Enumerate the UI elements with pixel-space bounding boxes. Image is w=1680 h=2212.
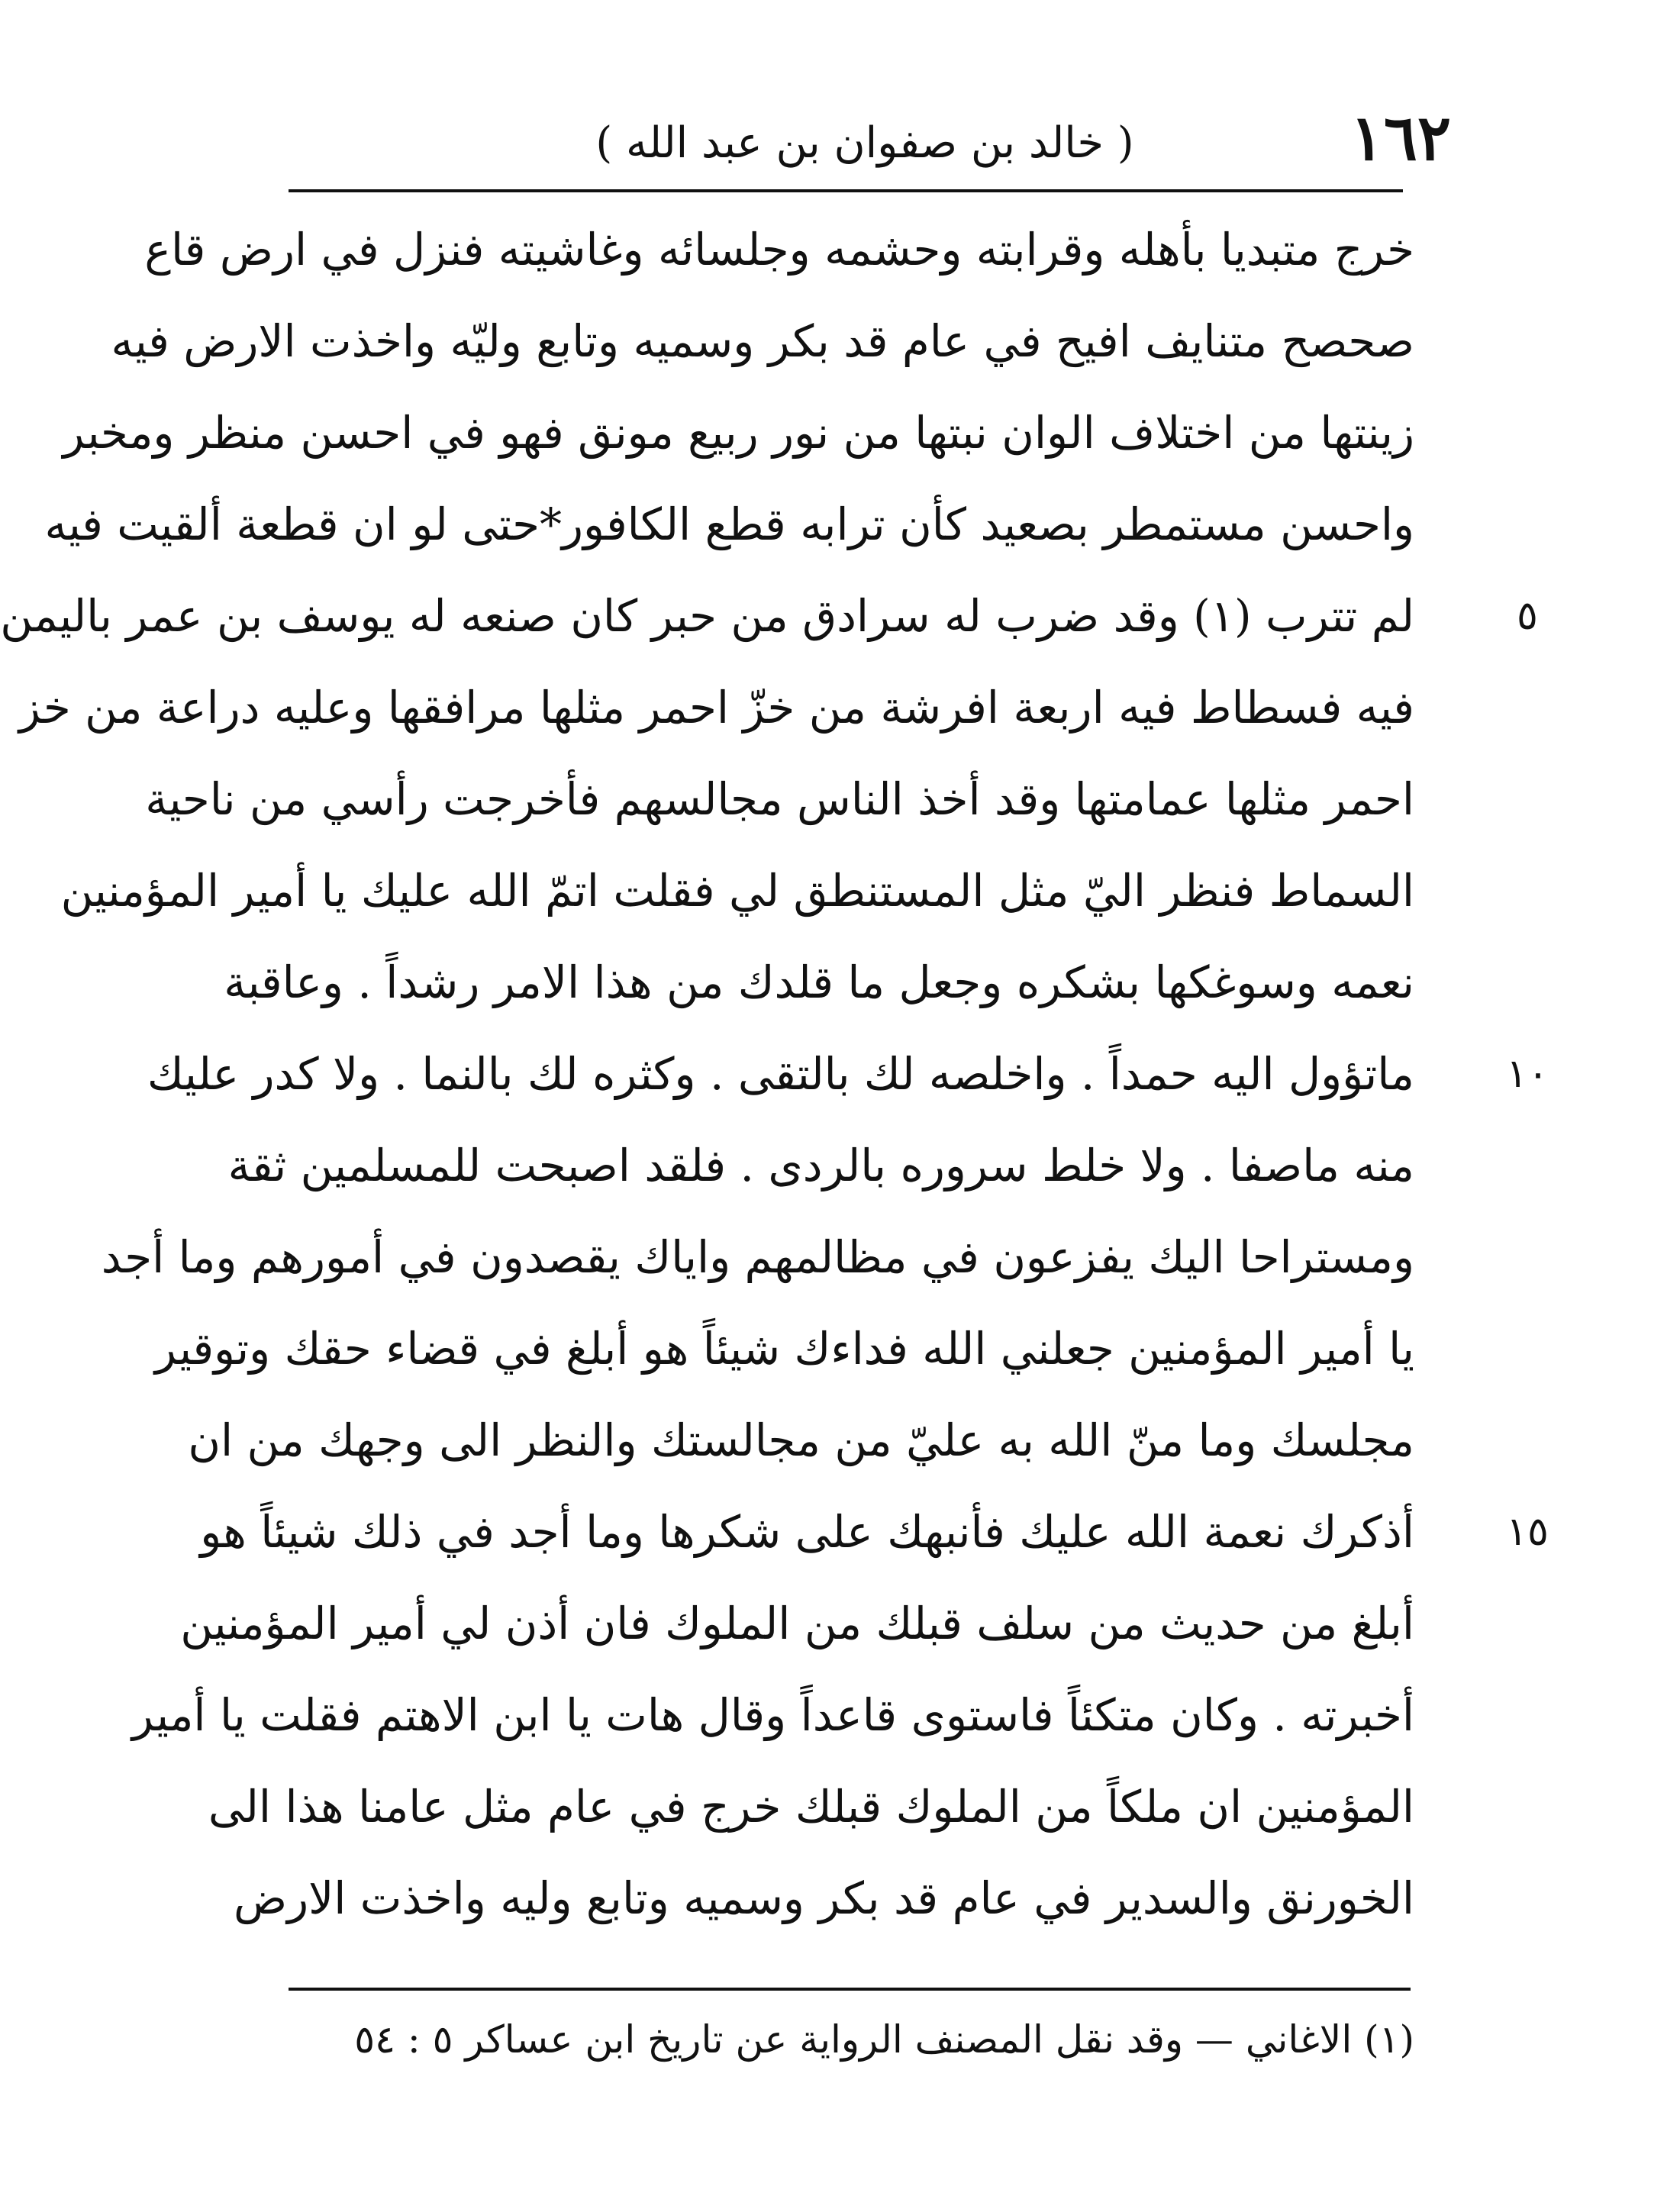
text-line: أذكرك نعمة الله عليك فأنبهك على شكرها وما أجد في ذلك شيئاً هو bbox=[200, 1506, 1414, 1558]
text-line: أبلغ من حديث من سلف قبلك من الملوك فان أذن لي أمير المؤمنين bbox=[180, 1598, 1414, 1649]
page-number: ١٦٢ bbox=[1349, 102, 1451, 175]
header-rule bbox=[289, 189, 1403, 192]
text-line: واحسن مستمطر بصعيد كأن ترابه قطع الكافور*حتى لو ان قطعة ألقيت فيه bbox=[44, 498, 1414, 550]
text-line: فيه فسطاط فيه اربعة افرشة من خزّ احمر مثلها مرافقها وعليه دراعة من خز bbox=[18, 682, 1414, 734]
text-line: نعمه وسوغكها بشكره وجعل ما قلدك من هذا الامر رشداً . وعاقبة bbox=[224, 956, 1414, 1008]
text-line: أخبرته . وكان متكئاً فاستوى قاعداً وقال هات يا ابن الاهتم فقلت يا أمير bbox=[131, 1689, 1414, 1741]
text-line: المؤمنين ان ملكاً من الملوك قبلك خرج في عام مثل عامنا هذا الى bbox=[208, 1781, 1414, 1833]
text-line: الخورنق والسدير في عام قد بكر وسميه وتابع وليه واخذت الارض bbox=[234, 1872, 1414, 1924]
text-line: صحصح متنايف افيح في عام قد بكر وسميه وتابع وليّه واخذت الارض فيه bbox=[111, 315, 1414, 367]
text-line: ومستراحا اليك يفزعون في مظالمهم واياك يقصدون في أمورهم وما أجد bbox=[101, 1231, 1414, 1283]
line-number-15: ١٥ bbox=[1506, 1509, 1549, 1555]
running-title: ( خالد بن صفوان بن عبد الله ) bbox=[595, 118, 1134, 168]
text-line: السماط فنظر اليّ مثل المستنطق لي فقلت اتمّ الله عليك يا أمير المؤمنين bbox=[60, 865, 1414, 917]
text-line: احمر مثلها عمامتها وقد أخذ الناس مجالسهم فأخرجت رأسي من ناحية bbox=[145, 773, 1414, 825]
footnote: (١) الاغاني — وقد نقل المصنف الرواية عن تاريخ ابن عساكر ٥ : ٥٤ bbox=[354, 2017, 1414, 2062]
text-line: منه ماصفا . ولا خلط سروره بالردى . فلقد اصبحت للمسلمين ثقة bbox=[227, 1140, 1414, 1191]
footnote-rule bbox=[289, 1988, 1411, 1991]
text-line: زينتها من اختلاف الوان نبتها من نور ربيع مونق فهو في احسن منظر ومخبر bbox=[63, 407, 1414, 459]
text-line: ماتؤول اليه حمداً . واخلصه لك بالتقى . وكثره لك بالنما . ولا كدر عليك bbox=[147, 1048, 1414, 1100]
line-number-10: ١٠ bbox=[1506, 1051, 1549, 1097]
text-line: لم تترب (١) وقد ضرب له سرادق من حبر كان صنعه له يوسف بن عمر باليمن bbox=[0, 590, 1414, 642]
text-line: مجلسك وما منّ الله به عليّ من مجالستك والنظر الى وجهك من ان bbox=[188, 1414, 1414, 1466]
line-number-5: ٥ bbox=[1517, 593, 1538, 639]
text-line: يا أمير المؤمنين جعلني الله فداءك شيئاً هو أبلغ في قضاء حقك وتوقير bbox=[154, 1323, 1414, 1375]
text-line: خرج متبديا بأهله وقرابته وحشمه وجلسائه وغاشيته فنزل في ارض قاع bbox=[144, 224, 1414, 276]
